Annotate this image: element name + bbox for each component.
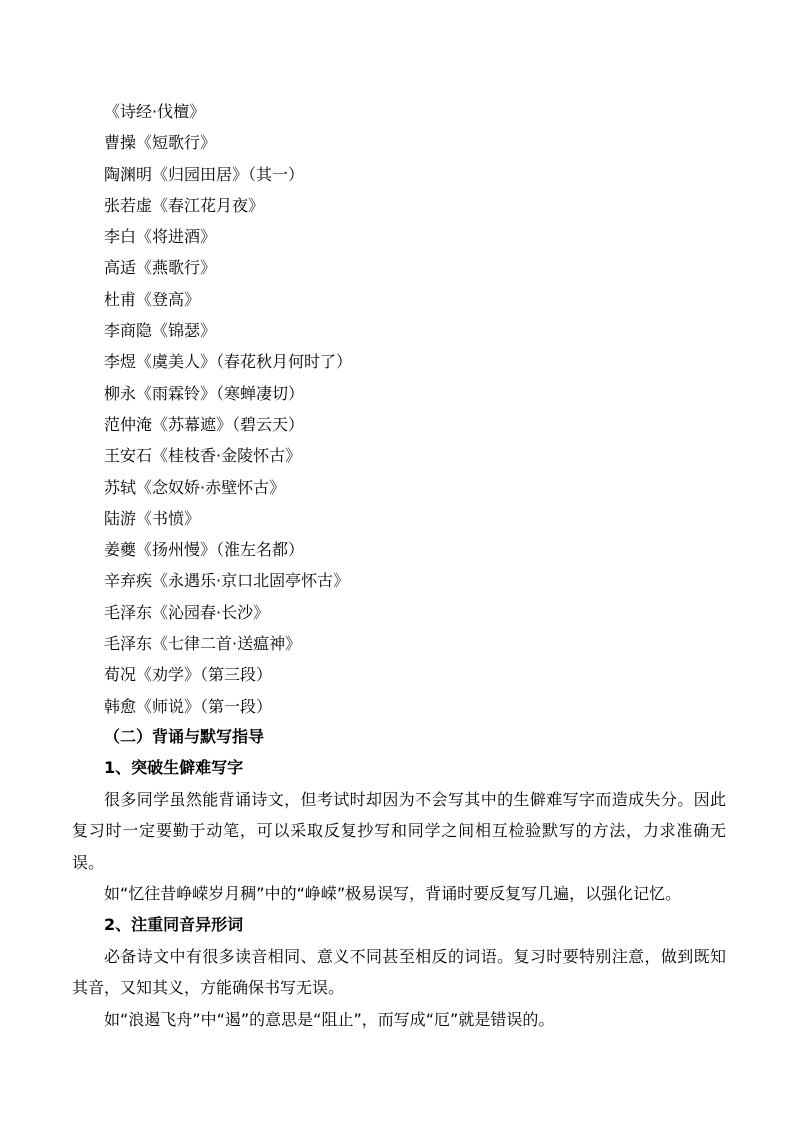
list-item: 柳永《雨霖铃》（寒蝉凄切） bbox=[104, 383, 305, 403]
list-item: 毛泽东《七律二首·送瘟神》 bbox=[104, 634, 302, 654]
list-item: 辛弃疾《永遇乐·京口北固亭怀古》 bbox=[104, 571, 350, 591]
paragraph: 必备诗文中有很多读音相同、意义不同甚至相反的词语。复习时要特别注意，做到既知其音，又知其义，方能确保书写无误。 bbox=[72, 946, 726, 998]
list-item: 陆游《书愤》 bbox=[104, 508, 201, 528]
list-item: 高适《燕歌行》 bbox=[104, 258, 217, 278]
list-item: 张若虚《春江花月夜》 bbox=[104, 195, 265, 215]
list-item: 杜甫《登高》 bbox=[104, 289, 201, 309]
list-item: 姜夔《扬州慢》（淮左名都） bbox=[104, 540, 305, 560]
list-item: 《诗经·伐檀》 bbox=[104, 102, 206, 121]
list-item: 李商隐《锦瑟》 bbox=[104, 321, 217, 341]
paragraph: 很多同学虽然能背诵诗文，但考试时却因为不会写其中的生僻难写字而造成失分。因此复习时一定要勤于动笔，可以采取反复抄写和同学之间相互检验默写的方法，力求准确无误。 bbox=[72, 789, 726, 872]
list-item: 毛泽东《沁园春·长沙》 bbox=[104, 602, 270, 622]
poem-list bbox=[104, 96, 352, 722]
list-item: 李煜《虞美人》（春花秋月何时了） bbox=[104, 352, 353, 372]
paragraph: 如“忆往昔峥嵘岁月稠”中的“峥嵘”极易误写，背诵时要反复写几遍，以强化记忆。 bbox=[104, 884, 682, 903]
list-item: 苏轼《念奴娇·赤壁怀古》 bbox=[104, 477, 286, 497]
list-item: 曹操《短歌行》 bbox=[104, 133, 217, 153]
list-item: 王安石《桂枝香·金陵怀古》 bbox=[104, 446, 302, 466]
guidance-section bbox=[72, 721, 726, 1035]
paragraph: 如“浪遏飞舟”中“遏”的意思是“阻止”，而写成“厄”就是错误的。 bbox=[104, 1009, 555, 1029]
subsection-heading-rare-characters: 1、突破生僻难写字 bbox=[104, 758, 244, 778]
subsection-heading-homophones: 2、注重同音异形词 bbox=[104, 915, 244, 935]
list-item: 荀况《劝学》（第三段） bbox=[104, 665, 273, 685]
list-item: 范仲淹《苏幕遮》（碧云天） bbox=[104, 414, 305, 434]
list-item: 韩愈《师说》（第一段） bbox=[104, 696, 273, 716]
section-heading: （二）背诵与默写指导 bbox=[104, 727, 265, 746]
list-item: 陶渊明《归园田居》（其一） bbox=[104, 164, 305, 184]
list-item: 李白《将进酒》 bbox=[104, 227, 217, 247]
